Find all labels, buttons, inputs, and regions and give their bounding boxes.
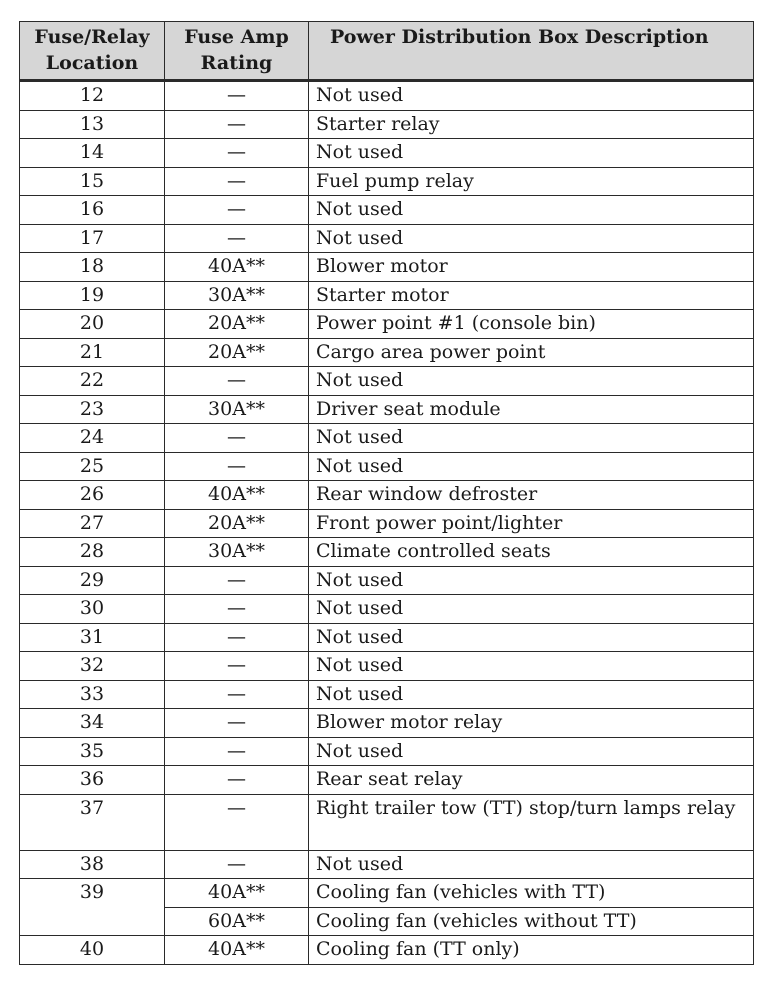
location-cell: 12 xyxy=(20,81,165,111)
location-cell: 32 xyxy=(20,652,165,681)
location-cell: 14 xyxy=(20,139,165,168)
table-row xyxy=(20,652,754,681)
location-cell: 15 xyxy=(20,167,165,196)
amp-cell: — xyxy=(165,566,309,595)
description-cell: Cooling fan (TT only) xyxy=(309,936,754,965)
description-cell: Cooling fan (vehicles with TT) xyxy=(309,879,754,908)
amp-cell: 40A** xyxy=(165,936,309,965)
table-row xyxy=(20,424,754,453)
table-row xyxy=(20,310,754,339)
location-cell: 33 xyxy=(20,680,165,709)
description-cell: Not used xyxy=(309,680,754,709)
amp-cell: — xyxy=(165,737,309,766)
table-row xyxy=(20,338,754,367)
amp-cell: 30A** xyxy=(165,538,309,567)
description-cell: Cargo area power point xyxy=(309,338,754,367)
table-row xyxy=(20,395,754,424)
amp-cell: — xyxy=(165,452,309,481)
location-cell: 36 xyxy=(20,766,165,795)
description-cell: Starter motor xyxy=(309,281,754,310)
amp-cell: — xyxy=(165,794,309,850)
location-cell: 22 xyxy=(20,367,165,396)
location-cell: 37 xyxy=(20,794,165,850)
amp-cell: 60A** xyxy=(165,907,309,936)
fuse-table-container xyxy=(19,21,753,965)
table-row xyxy=(20,737,754,766)
location-cell: 21 xyxy=(20,338,165,367)
table-row xyxy=(20,509,754,538)
location-cell: 39 xyxy=(20,879,165,936)
table-row xyxy=(20,281,754,310)
description-cell: Rear seat relay xyxy=(309,766,754,795)
description-cell: Not used xyxy=(309,595,754,624)
amp-cell: 20A** xyxy=(165,310,309,339)
location-cell: 35 xyxy=(20,737,165,766)
description-cell: Driver seat module xyxy=(309,395,754,424)
location-cell: 23 xyxy=(20,395,165,424)
table-row xyxy=(20,850,754,879)
amp-cell: — xyxy=(165,424,309,453)
location-cell: 18 xyxy=(20,253,165,282)
description-cell: Not used xyxy=(309,566,754,595)
table-row xyxy=(20,253,754,282)
amp-cell: 30A** xyxy=(165,281,309,310)
table-row xyxy=(20,766,754,795)
location-cell: 30 xyxy=(20,595,165,624)
location-cell: 13 xyxy=(20,110,165,139)
location-cell: 24 xyxy=(20,424,165,453)
header-row xyxy=(20,22,754,81)
description-cell: Not used xyxy=(309,452,754,481)
table-row xyxy=(20,139,754,168)
location-cell: 27 xyxy=(20,509,165,538)
amp-cell: — xyxy=(165,709,309,738)
description-cell: Not used xyxy=(309,139,754,168)
location-cell: 29 xyxy=(20,566,165,595)
description-cell: Fuel pump relay xyxy=(309,167,754,196)
description-cell: Right trailer tow (TT) stop/turn lamps relay xyxy=(309,794,754,850)
description-cell: Starter relay xyxy=(309,110,754,139)
table-row xyxy=(20,167,754,196)
description-cell: Blower motor relay xyxy=(309,709,754,738)
location-cell: 25 xyxy=(20,452,165,481)
description-cell: Not used xyxy=(309,224,754,253)
amp-cell: — xyxy=(165,623,309,652)
amp-cell: — xyxy=(165,81,309,111)
table-row xyxy=(20,794,754,850)
table-row xyxy=(20,566,754,595)
location-cell: 28 xyxy=(20,538,165,567)
table-row xyxy=(20,367,754,396)
amp-cell: 20A** xyxy=(165,509,309,538)
description-cell: Not used xyxy=(309,652,754,681)
table-row xyxy=(20,623,754,652)
header-location: Fuse/Relay Location xyxy=(20,22,165,81)
description-cell: Not used xyxy=(309,81,754,111)
amp-cell: 40A** xyxy=(165,253,309,282)
amp-cell: — xyxy=(165,766,309,795)
table-row xyxy=(20,224,754,253)
description-cell: Not used xyxy=(309,623,754,652)
amp-cell: 20A** xyxy=(165,338,309,367)
description-cell: Climate controlled seats xyxy=(309,538,754,567)
amp-cell: — xyxy=(165,224,309,253)
table-row xyxy=(20,81,754,111)
table-row xyxy=(20,879,754,908)
location-cell: 26 xyxy=(20,481,165,510)
description-cell: Power point #1 (console bin) xyxy=(309,310,754,339)
amp-cell: 40A** xyxy=(165,481,309,510)
location-cell: 19 xyxy=(20,281,165,310)
amp-cell: — xyxy=(165,680,309,709)
amp-cell: — xyxy=(165,850,309,879)
description-cell: Not used xyxy=(309,424,754,453)
header-description: Power Distribution Box Description xyxy=(309,22,754,81)
location-cell: 40 xyxy=(20,936,165,965)
amp-cell: 30A** xyxy=(165,395,309,424)
location-cell: 16 xyxy=(20,196,165,225)
power-distribution-box-table xyxy=(19,21,754,965)
description-cell: Not used xyxy=(309,367,754,396)
location-cell: 31 xyxy=(20,623,165,652)
amp-cell: — xyxy=(165,595,309,624)
description-cell: Not used xyxy=(309,737,754,766)
description-cell: Rear window defroster xyxy=(309,481,754,510)
location-cell: 17 xyxy=(20,224,165,253)
amp-cell: — xyxy=(165,367,309,396)
table-row xyxy=(20,538,754,567)
description-cell: Cooling fan (vehicles without TT) xyxy=(309,907,754,936)
description-cell: Not used xyxy=(309,196,754,225)
table-row xyxy=(20,481,754,510)
amp-cell: — xyxy=(165,652,309,681)
location-cell: 34 xyxy=(20,709,165,738)
location-cell: 38 xyxy=(20,850,165,879)
description-cell: Blower motor xyxy=(309,253,754,282)
description-cell: Front power point/lighter xyxy=(309,509,754,538)
header-amp-rating: Fuse Amp Rating xyxy=(165,22,309,81)
amp-cell: — xyxy=(165,167,309,196)
description-cell: Not used xyxy=(309,850,754,879)
table-row xyxy=(20,452,754,481)
table-row xyxy=(20,196,754,225)
amp-cell: 40A** xyxy=(165,879,309,908)
amp-cell: — xyxy=(165,110,309,139)
table-row xyxy=(20,709,754,738)
table-row xyxy=(20,680,754,709)
table-row xyxy=(20,110,754,139)
amp-cell: — xyxy=(165,139,309,168)
table-row xyxy=(20,595,754,624)
location-cell: 20 xyxy=(20,310,165,339)
amp-cell: — xyxy=(165,196,309,225)
table-row xyxy=(20,936,754,965)
